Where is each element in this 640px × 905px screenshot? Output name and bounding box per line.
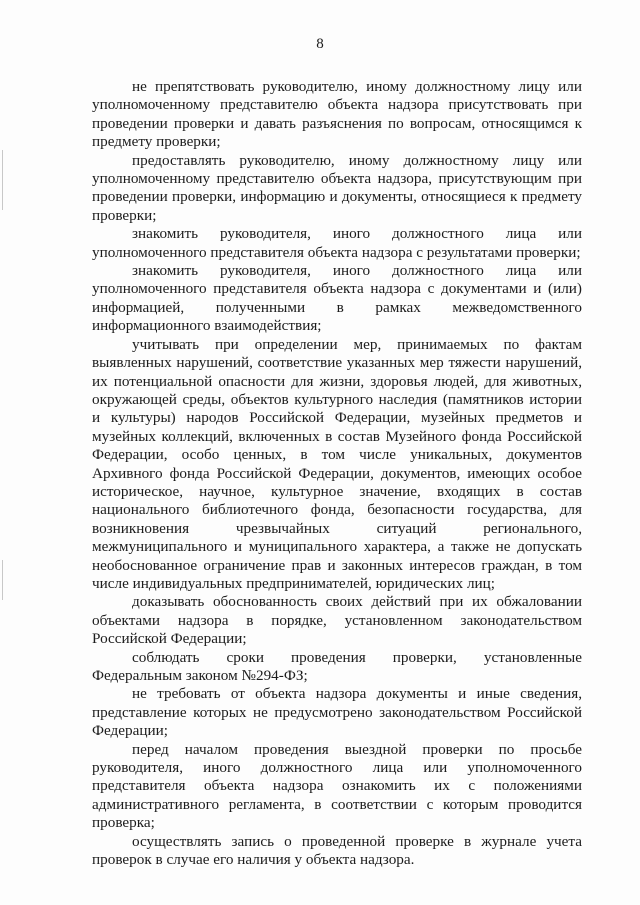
scan-margin-mark	[2, 150, 3, 210]
paragraph: не требовать от объекта надзора документы и иные сведения, представление которых не предусмотрено законодательством Российской Федерации;	[92, 685, 582, 740]
paragraph: знакомить руководителя, иного должностного лица или уполномоченного представителя объекта надзора с результатами проверки;	[92, 225, 582, 261]
paragraph: осуществлять запись о проведенной проверке в журнале учета проверок в случае его наличия у объекта надзора.	[92, 832, 582, 869]
paragraph: перед началом проведения выездной проверки по просьбе руководителя, иного должностного лица или уполномоченного представителя объекта надзора ознакомить их с положениями административного регламента, в соответствии с которым проводится проверка;	[92, 740, 582, 832]
paragraph: не препятствовать руководителю, иному должностному лицу или уполномоченному представителю объекта надзора присутствовать при проведении проверки и давать разъяснения по вопросам, относящимся к предмету проверки;	[92, 78, 582, 151]
paragraph: учитывать при определении мер, принимаемых по фактам выявленных нарушений, соответствие указанных мер тяжести нарушений, их потенциальной опасности для жизни, здоровья людей, для животных, окружающей среды, объектов культурного наследия (памятников истории и культуры) народов Российской Федерации, музейных предметов и музейных коллекций, включенных в состав Музейного фонда Российской Федерации, особо ценных, в том числе уникальных, документов Архивного фонда Российской Федерации, документов, имеющих особое историческое, научное, культурное значение, входящих в состав национального библиотечного фонда, безопасности государства, для возникновения чрезвычайных ситуаций регионального, межмуниципального и муниципального характера, а также не допускать необоснованное ограничение прав и законных интересов граждан, в том числе индивидуальных предпринимателей, юридических лиц;	[92, 335, 582, 592]
paragraph: предоставлять руководителю, иному должностному лицу или уполномоченному представителю объекта надзора, присутствующим при проведении проверки, информацию и документы, относящиеся к предмету проверки;	[92, 151, 582, 224]
page-number: 8	[316, 36, 324, 52]
document-body	[92, 78, 582, 869]
paragraph: доказывать обоснованность своих действий при их обжаловании объектами надзора в порядке, установленном законодательством Российской Федерации;	[92, 593, 582, 648]
paragraph: соблюдать сроки проведения проверки, установленные Федеральным законом №294-ФЗ;	[92, 648, 582, 684]
paragraph: знакомить руководителя, иного должностного лица или уполномоченного представителя объекта надзора с документами и (или) информацией, полученными в рамках межведомственного информационного взаимодействия;	[92, 262, 582, 335]
scan-margin-mark	[2, 560, 3, 600]
